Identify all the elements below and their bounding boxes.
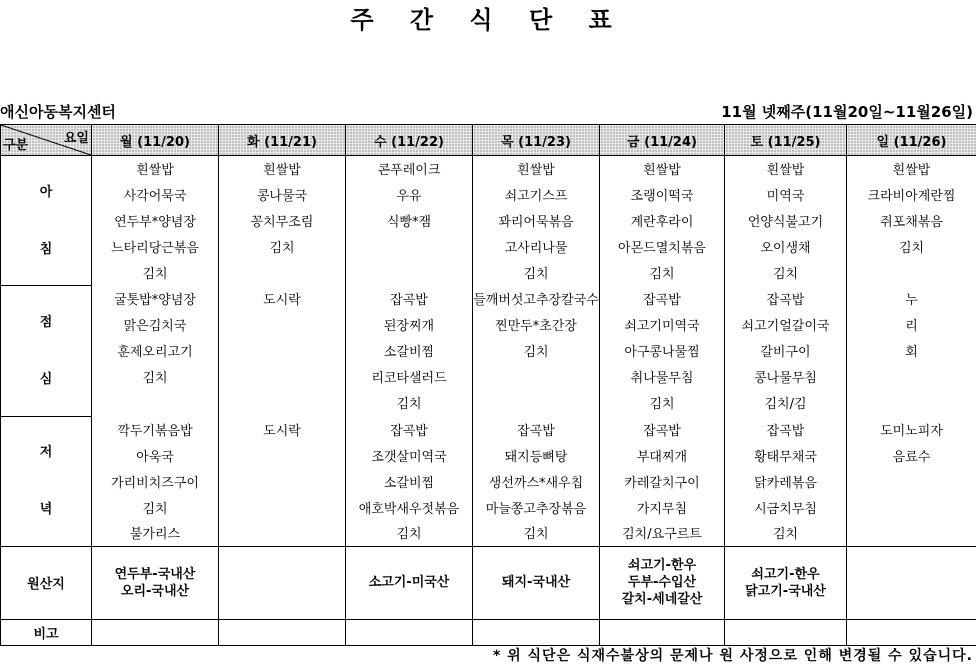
menu-cell: 잡곡밥 (600, 416, 725, 442)
menu-cell: 김치 (92, 260, 219, 286)
menu-cell (473, 364, 600, 390)
breakfast-row (1, 260, 976, 286)
breakfast-row (1, 182, 976, 208)
menu-cell: 갈비구이 (725, 338, 847, 364)
menu-cell: 아욱국 (92, 442, 219, 468)
day-header: 화 (11/21) (219, 125, 346, 156)
menu-cell: 꽁치무조림 (219, 208, 346, 234)
origin-cell (92, 546, 219, 619)
week-range: 11월 넷째주(11월20일~11월26일) (721, 101, 973, 122)
menu-cell: 찐만두*초간장 (473, 312, 600, 338)
menu-cell: 콩나물무침 (725, 364, 847, 390)
dinner-label-char: 저 (1, 446, 91, 459)
note-row (1, 619, 976, 645)
menu-cell: 잡곡밥 (725, 416, 847, 442)
menu-cell: 시금치무침 (725, 494, 847, 520)
menu-cell: 쇠고기스프 (473, 182, 600, 208)
menu-cell: 잡곡밥 (473, 416, 600, 442)
menu-cell: 우유 (346, 182, 473, 208)
breakfast-label-char: 침 (1, 243, 91, 256)
origin-label: 원산지 (1, 546, 92, 619)
menu-cell (346, 260, 473, 286)
menu-cell (346, 234, 473, 260)
menu-cell: 콩나물국 (219, 182, 346, 208)
menu-cell: 김치 (92, 364, 219, 390)
day-header: 토 (11/25) (725, 125, 847, 156)
menu-cell: 도미노피자 (847, 416, 976, 442)
menu-cell: 된장찌개 (346, 312, 473, 338)
dinner-row (1, 494, 976, 520)
origin-cell (219, 546, 346, 619)
menu-cell (219, 312, 346, 338)
menu-cell (847, 468, 976, 494)
day-header: 금 (11/24) (600, 125, 725, 156)
menu-cell: 꽈리어묵볶음 (473, 208, 600, 234)
menu-cell: 김치 (473, 338, 600, 364)
menu-cell: 아몬드멸치볶음 (600, 234, 725, 260)
menu-cell: 미역국 (725, 182, 847, 208)
menu-cell: 흰쌀밥 (219, 156, 346, 182)
page-title: 주 간 식 단 표 (0, 0, 976, 35)
lunch-label-char: 점 (1, 316, 91, 329)
lunch-label (1, 286, 92, 416)
origin-cell (473, 546, 600, 619)
day-header: 목 (11/23) (473, 125, 600, 156)
origin-line: 소고기-미국산 (346, 574, 472, 591)
center-name: 애신아동복지센터 (0, 101, 116, 122)
menu-cell: 황태무채국 (725, 442, 847, 468)
origin-row (1, 546, 976, 619)
note-cell (92, 619, 219, 645)
menu-cell: 도시락 (219, 416, 346, 442)
day-header: 수 (11/22) (346, 125, 473, 156)
menu-cell: 오이생채 (725, 234, 847, 260)
menu-cell (219, 390, 346, 416)
menu-cell: 김치 (847, 234, 976, 260)
menu-cell: 흰쌀밥 (847, 156, 976, 182)
menu-cell: 김치 (346, 390, 473, 416)
origin-line: 돼지-국내산 (473, 574, 599, 591)
menu-cell (847, 494, 976, 520)
dinner-row (1, 416, 976, 442)
menu-cell (219, 364, 346, 390)
dinner-row (1, 468, 976, 494)
dinner-row (1, 442, 976, 468)
menu-cell (219, 520, 346, 546)
menu-cell: 생선까스*새우칩 (473, 468, 600, 494)
origin-cell (346, 546, 473, 619)
menu-cell: 사각어묵국 (92, 182, 219, 208)
lunch-row (1, 338, 976, 364)
menu-cell: 쥐포채볶음 (847, 208, 976, 234)
menu-cell: 고사리나물 (473, 234, 600, 260)
menu-cell: 김치 (92, 494, 219, 520)
menu-cell: 김치 (725, 520, 847, 546)
dinner-label (1, 416, 92, 546)
dinner-label-char: 녁 (1, 503, 91, 516)
menu-cell (473, 390, 600, 416)
note-cell (725, 619, 847, 645)
menu-cell: 닭카레볶음 (725, 468, 847, 494)
breakfast-row (1, 156, 976, 182)
menu-cell: 쇠고기미역국 (600, 312, 725, 338)
footer-note: * 위 식단은 식재수불상의 문제나 원 사정으로 인해 변경될 수 있습니다. (493, 645, 973, 665)
menu-cell: 취나물무침 (600, 364, 725, 390)
menu-cell (219, 338, 346, 364)
menu-cell: 굴톳밥*양념장 (92, 286, 219, 312)
menu-cell: 가지무침 (600, 494, 725, 520)
menu-cell (847, 390, 976, 416)
menu-cell: 맑은김치국 (92, 312, 219, 338)
menu-cell (847, 520, 976, 546)
menu-cell: 소갈비찜 (346, 338, 473, 364)
menu-cell: 느타리당근볶음 (92, 234, 219, 260)
menu-cell: 김치/요구르트 (600, 520, 725, 546)
menu-cell: 김치 (219, 234, 346, 260)
menu-cell (92, 390, 219, 416)
breakfast-label (1, 156, 92, 286)
menu-cell: 계란후라이 (600, 208, 725, 234)
lunch-row (1, 364, 976, 390)
note-cell (473, 619, 600, 645)
menu-cell: 리 (847, 312, 976, 338)
menu-cell: 음료수 (847, 442, 976, 468)
menu-cell: 조갯살미역국 (346, 442, 473, 468)
origin-line: 닭고기-국내산 (725, 583, 846, 600)
menu-cell: 잡곡밥 (346, 416, 473, 442)
menu-cell: 식빵*잼 (346, 208, 473, 234)
note-cell (346, 619, 473, 645)
menu-cell: 잡곡밥 (600, 286, 725, 312)
menu-cell: 들깨버섯고추장칼국수 (473, 286, 600, 312)
menu-cell: 김치 (473, 520, 600, 546)
menu-cell: 김치 (600, 260, 725, 286)
menu-cell: 리코타샐러드 (346, 364, 473, 390)
menu-cell: 김치 (473, 260, 600, 286)
menu-cell: 카레갈치구이 (600, 468, 725, 494)
lunch-row (1, 390, 976, 416)
menu-cell: 불가리스 (92, 520, 219, 546)
note-label: 비고 (1, 619, 92, 645)
menu-cell (847, 364, 976, 390)
menu-cell: 가리비치즈구이 (92, 468, 219, 494)
menu-cell: 마늘쫑고추장볶음 (473, 494, 600, 520)
menu-cell: 회 (847, 338, 976, 364)
menu-cell: 돼지등뼈탕 (473, 442, 600, 468)
menu-cell: 흰쌀밥 (92, 156, 219, 182)
day-header: 월 (11/20) (92, 125, 219, 156)
menu-cell: 흰쌀밥 (473, 156, 600, 182)
menu-cell: 크라비아계란찜 (847, 182, 976, 208)
origin-line: 연두부-국내산 (92, 566, 218, 583)
menu-cell: 김치/김 (725, 390, 847, 416)
lunch-row (1, 286, 976, 312)
menu-cell: 잡곡밥 (346, 286, 473, 312)
note-cell (219, 619, 346, 645)
corner-label-category: 구분 (3, 134, 28, 153)
menu-cell: 김치 (346, 520, 473, 546)
menu-cell: 조랭이떡국 (600, 182, 725, 208)
breakfast-row (1, 208, 976, 234)
weekly-menu-table (0, 124, 976, 646)
menu-cell: 김치 (725, 260, 847, 286)
origin-line: 쇠고기-한우 (725, 566, 846, 583)
corner-label-day: 요일 (64, 127, 89, 146)
breakfast-row (1, 234, 976, 260)
menu-cell (847, 260, 976, 286)
menu-cell (219, 442, 346, 468)
menu-cell (219, 494, 346, 520)
day-header: 일 (11/26) (847, 125, 976, 156)
menu-cell: 잡곡밥 (725, 286, 847, 312)
menu-cell: 도시락 (219, 286, 346, 312)
corner-cell (1, 125, 92, 156)
header-row (1, 125, 976, 156)
menu-cell: 훈제오리고기 (92, 338, 219, 364)
origin-line: 오리-국내산 (92, 583, 218, 600)
menu-cell: 김치 (600, 390, 725, 416)
menu-cell: 깍두기볶음밥 (92, 416, 219, 442)
menu-cell: 흰쌀밥 (725, 156, 847, 182)
menu-cell: 쇠고기얼갈이국 (725, 312, 847, 338)
breakfast-label-char: 아 (1, 186, 91, 199)
menu-cell: 누 (847, 286, 976, 312)
note-cell (600, 619, 725, 645)
origin-cell (847, 546, 976, 619)
dinner-row (1, 520, 976, 546)
menu-cell (219, 468, 346, 494)
menu-cell: 아구콩나물찜 (600, 338, 725, 364)
lunch-row (1, 312, 976, 338)
origin-line: 두부-수입산 (600, 574, 724, 591)
lunch-label-char: 심 (1, 373, 91, 386)
note-cell (847, 619, 976, 645)
origin-cell (600, 546, 725, 619)
origin-line: 갈치-세네갈산 (600, 591, 724, 608)
menu-cell: 소갈비찜 (346, 468, 473, 494)
menu-cell: 연두부*양념장 (92, 208, 219, 234)
menu-cell: 부대찌개 (600, 442, 725, 468)
origin-cell (725, 546, 847, 619)
menu-cell: 콘푸레이크 (346, 156, 473, 182)
menu-cell (219, 260, 346, 286)
menu-cell: 언양식불고기 (725, 208, 847, 234)
origin-line: 쇠고기-한우 (600, 557, 724, 574)
menu-cell: 애호박새우젓볶음 (346, 494, 473, 520)
menu-cell: 흰쌀밥 (600, 156, 725, 182)
